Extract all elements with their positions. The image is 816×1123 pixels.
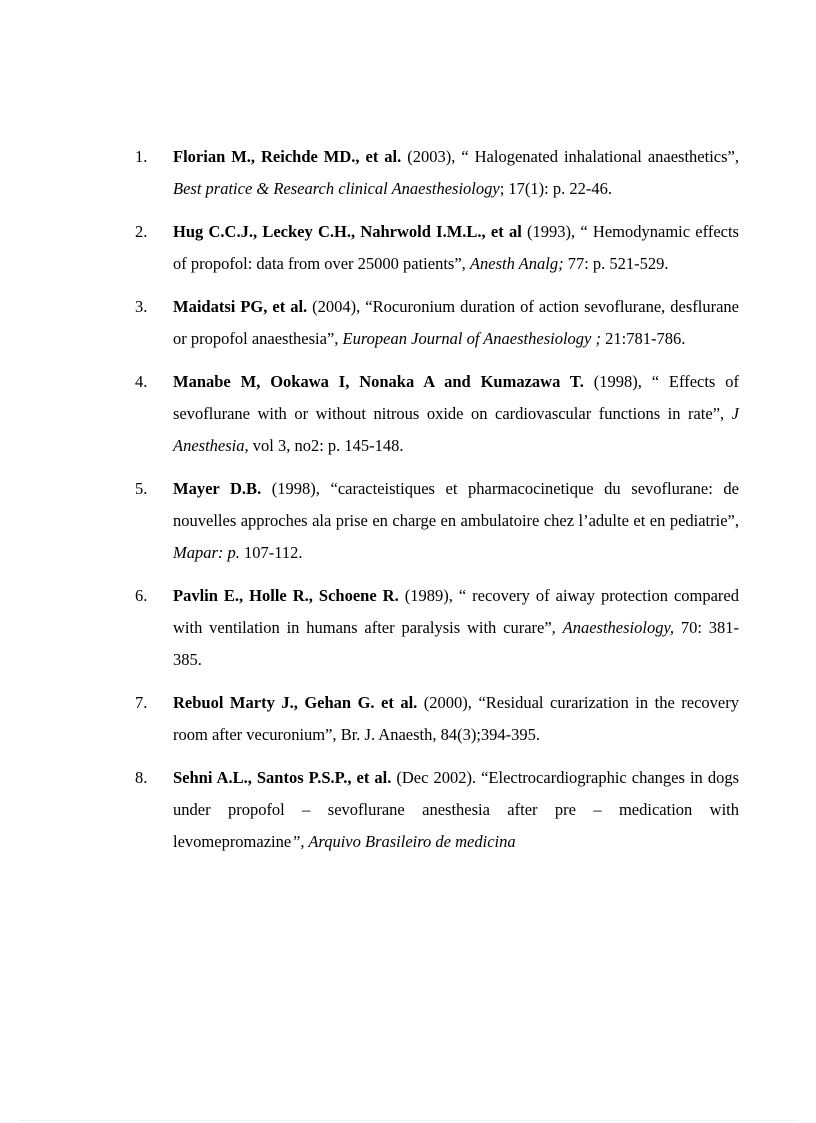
reference-authors: Rebuol Marty J., Gehan G. et al.: [173, 693, 418, 712]
reference-authors: Florian M., Reichde MD., et al.: [173, 147, 402, 166]
reference-year: (Dec 2002).: [391, 768, 482, 787]
reference-title: “ recovery of aiway protection compared with ventilation in humans after paralysis with curare”,: [173, 586, 739, 637]
reference-year: (2004),: [307, 297, 366, 316]
reference-text: [173, 366, 739, 462]
reference-title: “Electrocardiographic changes in dogs under propofol – sevoflurane anesthesia after pre – medication with levomepromazine: [173, 768, 739, 851]
reference-number: 6.: [135, 586, 148, 605]
reference-text: [173, 141, 739, 205]
reference-journal: Anaesthesiology,: [562, 618, 674, 637]
reference-year: (2003),: [401, 147, 462, 166]
reference-number: 5.: [135, 479, 148, 498]
reference-number: 7.: [135, 693, 148, 712]
reference-list: [135, 141, 739, 869]
reference-text: [173, 580, 739, 676]
reference-journal: J Anesthesia,: [173, 404, 739, 455]
reference-year: (1989),: [398, 586, 459, 605]
reference-authors: Pavlin E., Holle R., Schoene R.: [173, 586, 399, 605]
reference-number: 1.: [135, 147, 148, 166]
reference-journal: Anesth Analg;: [469, 254, 564, 273]
reference-year: (1998),: [261, 479, 331, 498]
reference-details: 107-112.: [239, 543, 303, 562]
reference-number: 4.: [135, 372, 148, 391]
reference-details: 21:781-786.: [601, 329, 686, 348]
reference-journal: Mapar: p.: [173, 543, 240, 562]
reference-text: [173, 762, 739, 858]
reference-details: ; 17(1): p. 22-46.: [499, 179, 612, 198]
reference-number: 8.: [135, 768, 148, 787]
reference-text: [173, 687, 739, 751]
reference-title: “Rocuronium duration of action sevoflurane, desflurane or propofol anaesthesia”,: [173, 297, 739, 348]
reference-item: [135, 580, 739, 676]
reference-number: 2.: [135, 222, 148, 241]
reference-year: (1993),: [521, 222, 581, 241]
reference-year: (1998),: [583, 372, 652, 391]
reference-title: “ Effects of sevoflurane with or without nitrous oxide on cardiovascular functions in rate”,: [173, 372, 739, 423]
reference-authors: Mayer D.B.: [173, 479, 262, 498]
reference-authors: Hug C.C.J., Leckey C.H., Nahrwold I.M.L., et al: [173, 222, 522, 241]
reference-title: “Residual curarization in the recovery room after vecuronium”,: [173, 693, 739, 744]
reference-year: (2000),: [417, 693, 479, 712]
reference-text: [173, 216, 739, 280]
reference-authors: Maidatsi PG, et al.: [173, 297, 308, 316]
reference-item: [135, 687, 739, 751]
reference-item: [135, 366, 739, 462]
reference-title: “ Halogenated inhalational anaesthetics”,: [461, 147, 739, 166]
reference-item: [135, 291, 739, 355]
reference-item: [135, 762, 739, 858]
reference-title: “caracteistiques et pharmacocinetique du sevoflurane: de nouvelles approches ala prise en charge en ambulatoire chez l’adulte et en pediatrie”,: [173, 479, 739, 530]
reference-journal: Best pratice & Research clinical Anaesthesiology: [173, 179, 500, 198]
reference-text: [173, 291, 739, 355]
reference-details: 77: p. 521-529.: [563, 254, 669, 273]
reference-authors: Manabe M, Ookawa I, Nonaka A and Kumazawa T.: [173, 372, 584, 391]
reference-journal: European Journal of Anaesthesiology ;: [342, 329, 601, 348]
reference-text: [173, 473, 739, 569]
reference-details: 70: 381-385.: [173, 618, 739, 669]
reference-item: [135, 216, 739, 280]
page-bottom-divider: [20, 1120, 796, 1121]
reference-journal: ”, Arquivo Brasileiro de medicina: [291, 832, 516, 851]
reference-number: 3.: [135, 297, 148, 316]
reference-authors: Sehni A.L., Santos P.S.P., et al.: [173, 768, 392, 787]
reference-title: “ Hemodynamic effects of propofol: data from over 25000 patients”,: [173, 222, 739, 273]
reference-item: [135, 141, 739, 205]
reference-details: Br. J. Anaesth, 84(3);394-395.: [340, 725, 541, 744]
reference-details: vol 3, no2: p. 145-148.: [248, 436, 404, 455]
reference-item: [135, 473, 739, 569]
